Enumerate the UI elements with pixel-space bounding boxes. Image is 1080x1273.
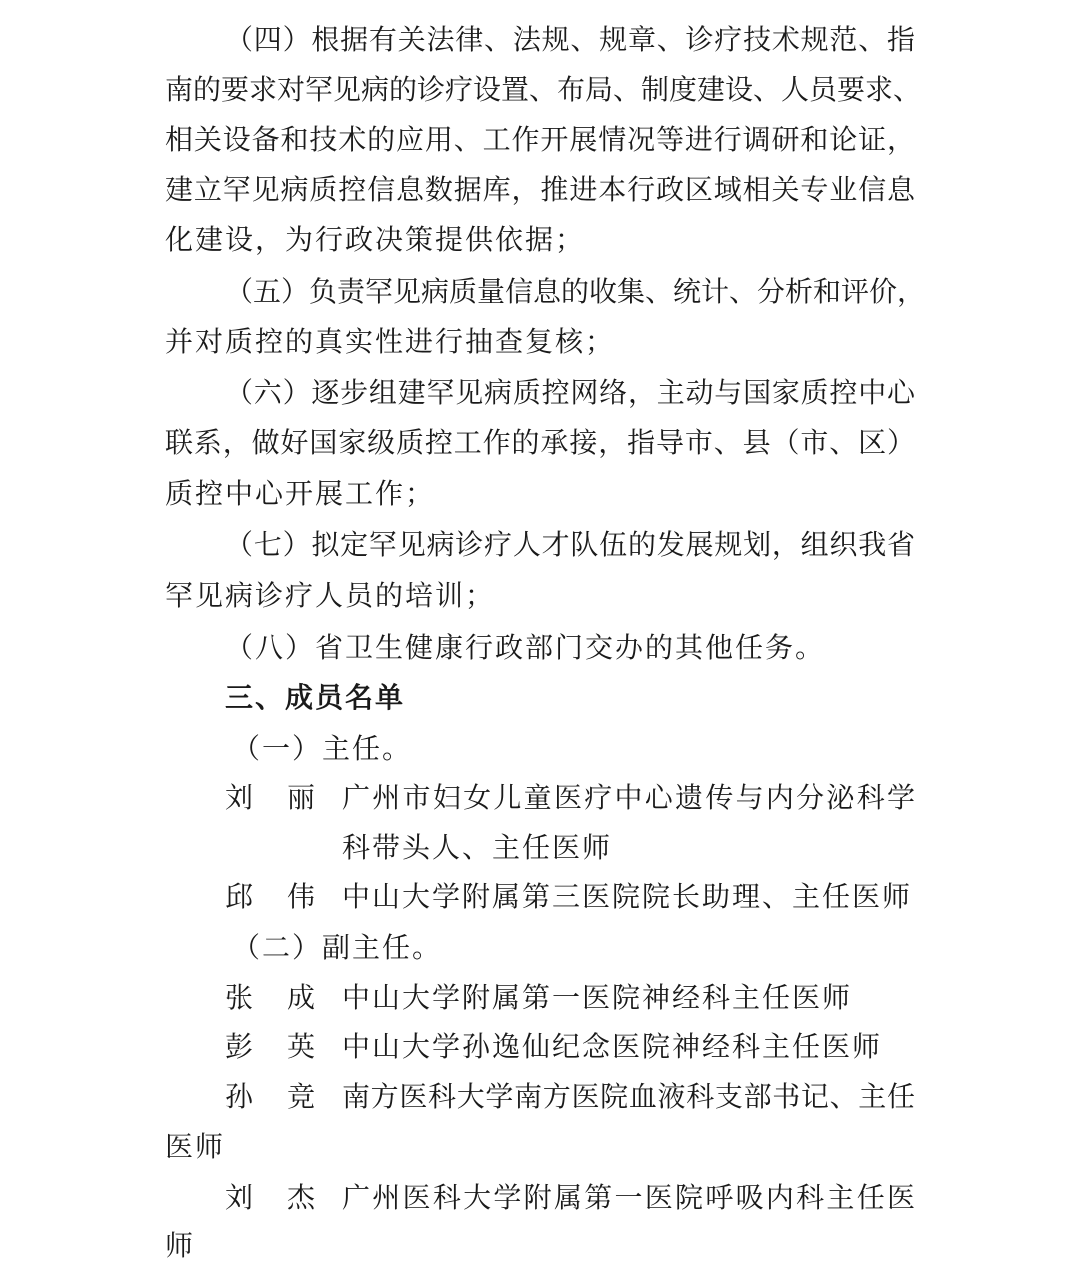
deputy-name: 孙竞	[225, 1080, 315, 1113]
director-title: 中山大学附属第三医院院长助理、主任医师	[342, 880, 913, 913]
deputy-title: 中山大学附属第一医院神经科主任医师	[342, 981, 853, 1014]
duty-4-line-3: 相关设备和技术的应用、工作开展情况等进行调研和论证，	[165, 123, 915, 156]
deputy-name: 张成	[225, 981, 315, 1014]
deputy-title-continued: 师	[165, 1229, 196, 1262]
duty-8-line-1: （八）省卫生健康行政部门交办的其他任务。	[225, 631, 826, 664]
duty-4-line-1: （四）根据有关法律、法规、规章、诊疗技术规范、指	[225, 23, 915, 56]
deputy-title-continued: 医师	[165, 1130, 226, 1163]
director-title-continued: 科带头人、主任医师	[342, 831, 613, 864]
director-name: 刘丽	[225, 781, 315, 814]
duty-4-line-4: 建立罕见病质控信息数据库，推进本行政区域相关专业信息	[165, 173, 915, 206]
duty-5-line-2: 并对质控的真实性进行抽查复核；	[165, 325, 616, 358]
deputy-name: 彭英	[225, 1030, 315, 1063]
duty-4-line-2: 南的要求对罕见病的诊疗设置、布局、制度建设、人员要求、	[165, 73, 922, 106]
duty-6-line-3: 质控中心开展工作；	[165, 477, 436, 510]
director-label: （一）主任。	[232, 732, 413, 765]
duty-6-line-1: （六）逐步组建罕见病质控网络，主动与国家质控中心	[225, 376, 915, 409]
deputy-title: 中山大学孙逸仙纪念医院神经科主任医师	[342, 1030, 883, 1063]
director-name: 邱伟	[225, 880, 315, 913]
deputy-name: 刘杰	[225, 1181, 315, 1214]
deputy-title: 广州医科大学附属第一医院呼吸内科主任医	[342, 1181, 915, 1214]
duty-4-line-5: 化建设，为行政决策提供依据；	[165, 223, 586, 256]
deputy-title: 南方医科大学南方医院血液科支部书记、主任	[342, 1080, 915, 1113]
deputy-label: （二）副主任。	[232, 931, 443, 964]
section-heading: 三、成员名单	[225, 681, 406, 714]
duty-7-line-2: 罕见病诊疗人员的培训；	[165, 579, 496, 612]
duty-6-line-2: 联系，做好国家级质控工作的承接，指导市、县（市、区）	[165, 426, 915, 459]
duty-5-line-1: （五）负责罕见病质量信息的收集、统计、分析和评价，	[225, 275, 926, 308]
duty-7-line-1: （七）拟定罕见病诊疗人才队伍的发展规划，组织我省	[225, 528, 915, 561]
director-title: 广州市妇女儿童医疗中心遗传与内分泌科学	[342, 781, 915, 814]
